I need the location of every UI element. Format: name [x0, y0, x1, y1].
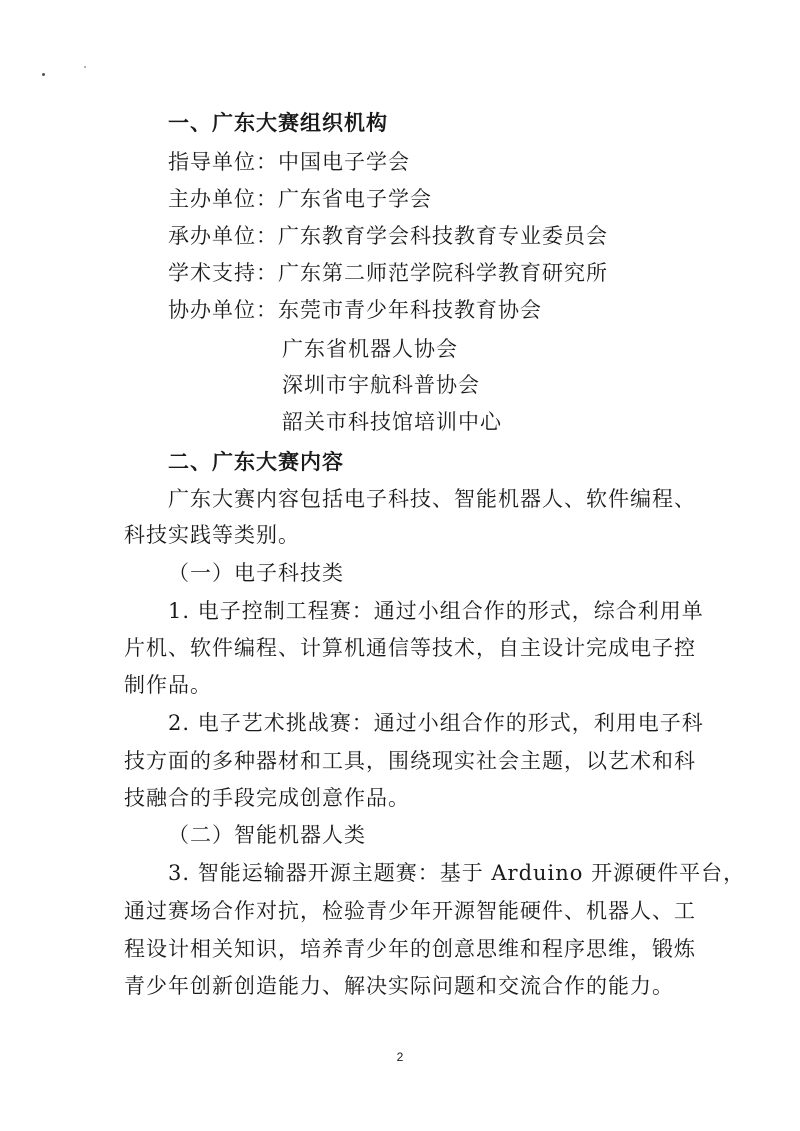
section1-heading: 一、广东大赛组织机构 — [168, 111, 388, 135]
co-organizer-extra: 韶关市科技馆培训中心 — [282, 410, 502, 434]
organizer-row-undertaker: 承办单位：广东教育学会科技教育专业委员会 — [168, 224, 608, 248]
organizer-row-co-organizer: 协办单位：东莞市青少年科技教育协会 — [168, 298, 542, 322]
item3-line: 青少年创新创造能力、解决实际问题和交流合作的能力。 — [124, 974, 674, 998]
item2-line: 技融合的手段完成创意作品。 — [124, 786, 410, 810]
page-number: 2 — [396, 1050, 404, 1064]
item2-line: 技方面的多种器材和工具，围绕现实社会主题，以艺术和科 — [124, 749, 696, 773]
section2-heading: 二、广东大赛内容 — [168, 450, 344, 474]
organizer-row-host: 主办单位：广东省电子学会 — [168, 187, 432, 211]
item1-line: 片机、软件编程、计算机通信等技术，自主设计完成电子控 — [124, 636, 696, 660]
scan-speck — [84, 66, 86, 68]
item3-line: 3. 智能运输器开源主题赛：基于 Arduino 开源硬件平台， — [168, 861, 746, 885]
section2-intro-line: 广东大赛内容包括电子科技、智能机器人、软件编程、 — [168, 487, 696, 511]
section2-intro-line: 科技实践等类别。 — [124, 523, 300, 547]
item1-line: 制作品。 — [124, 673, 212, 697]
organizer-row-academic: 学术支持：广东第二师范学院科学教育研究所 — [168, 261, 608, 285]
item1-line: 1. 电子控制工程赛：通过小组合作的形式，综合利用单 — [168, 599, 704, 623]
category1-title: （一）电子科技类 — [168, 561, 344, 585]
organizer-row-guidance: 指导单位：中国电子学会 — [168, 150, 410, 174]
co-organizer-extra: 深圳市宇航科普协会 — [282, 373, 480, 397]
co-organizer-extra: 广东省机器人协会 — [282, 337, 458, 361]
category2-title: （二）智能机器人类 — [168, 823, 366, 847]
scan-speck — [42, 73, 45, 76]
item3-line: 通过赛场合作对抗，检验青少年开源智能硬件、机器人、工 — [124, 899, 696, 923]
item2-line: 2. 电子艺术挑战赛：通过小组合作的形式，利用电子科 — [168, 711, 704, 735]
item3-line: 程设计相关知识，培养青少年的创意思维和程序思维，锻炼 — [124, 937, 696, 961]
